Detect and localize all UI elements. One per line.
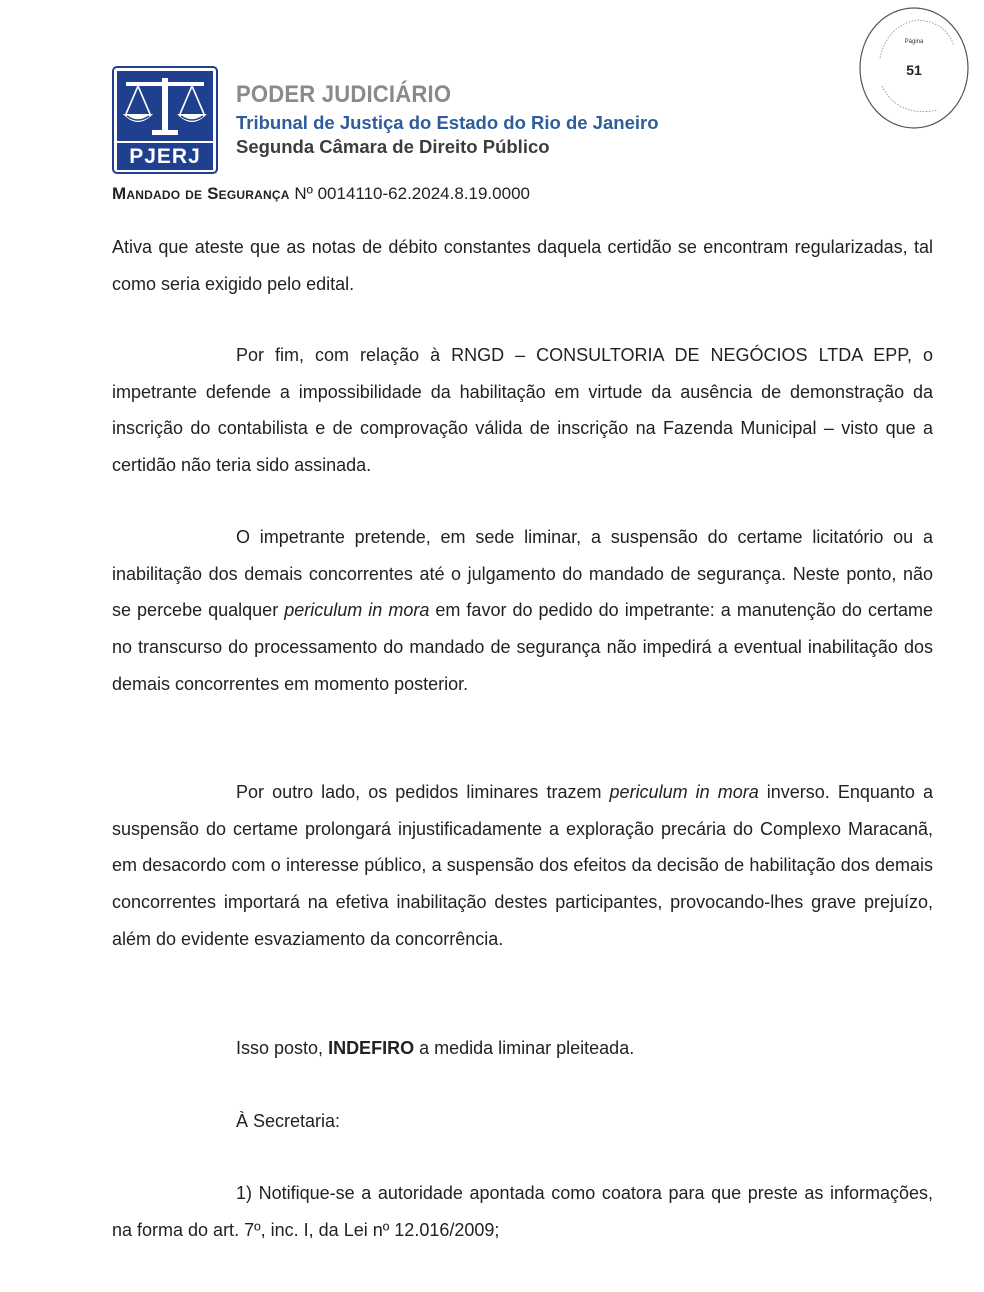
paragraph-1-text: Ativa que ateste que as notas de débito constantes daquela certidão se encontram regularizadas, tal como seria exigido pelo edital. [112,237,933,294]
paragraph-3-part-a: O impetrante pretende, em sede liminar, a suspensão do certame licitatório ou a inabilitação dos demais concorrentes até o julgamento do mandado de segurança. Neste ponto, não se percebe qualquer [112,527,933,621]
paragraph-3 [112,519,933,703]
paragraph-5-part-b: a medida liminar pleiteada. [414,1038,635,1058]
paragraph-2 [112,337,933,484]
institution-name: PODER JUDICIÁRIO [236,81,452,108]
stamp-page-label: Página [904,39,924,45]
case-type-label: Mandado de Segurança [112,184,290,203]
paragraph-1 [112,229,933,302]
paragraph-4 [112,774,933,958]
paragraph-6-text: À Secretaria: [236,1111,341,1131]
paragraph-5 [112,1030,933,1067]
header-block [236,80,659,159]
case-number: 0014110-62.2024.8.19.0000 [317,184,530,203]
court-name: Tribunal de Justiça do Estado do Rio de Janeiro [236,112,659,133]
paragraph-3-latin-term: periculum in mora [284,600,430,621]
paragraph-4-latin-term: periculum in mora [609,782,759,802]
logo-text: PJERJ [129,145,201,168]
chamber-name: Segunda Câmara de Direito Público [236,136,550,157]
paragraph-3-part-b: em favor do pedido do impetrante: a manutenção do certame no transcurso do processamento do mandado de segurança não impedirá a eventual inabilitação dos demais concorrentes em momento posterior. [112,600,933,694]
stamp-page-number: 51 [906,62,922,78]
paragraph-4-part-a: Por outro lado, os pedidos liminares trazem [236,782,610,802]
paragraph-4-part-b: inverso. Enquanto a suspensão do certame prolongará injustificadamente a exploração precária do Complexo Maracanã, em desacordo com o interesse público, a suspensão dos efeitos da decisão de habilitação dos demais concorrentes importará na efetiva inabilitação destes participantes, provocando-lhes grave prejuízo, além do evidente esvaziamento da concorrência. [112,782,933,949]
paragraph-3-text [112,519,933,703]
paragraph-4-text [112,774,933,958]
case-number-prefix: Nº [294,184,313,203]
decision-keyword: INDEFIRO [328,1038,415,1058]
paragraph-2-text: Por fim, com relação à RNGD – CONSULTORIA DE NEGÓCIOS LTDA EPP, o impetrante defende a impossibilidade da habilitação em virtude da ausência de demonstração da inscrição do contabilista e de comprovação válida de inscrição na Fazenda Municipal – visto que a certidão não teria sido assinada. [112,345,933,476]
case-number-line [112,184,530,204]
page-stamp [858,6,970,130]
paragraph-7-text: 1) Notifique-se a autoridade apontada como coatora para que preste as informações, na forma do art. 7º, inc. I, da Lei nº 12.016/2009; [112,1183,933,1240]
paragraph-7 [112,1175,933,1248]
pjerj-logo [112,66,218,174]
paragraph-5-part-a: Isso posto, [236,1038,329,1058]
paragraph-5-text [112,1030,933,1067]
paragraph-6 [112,1103,933,1140]
